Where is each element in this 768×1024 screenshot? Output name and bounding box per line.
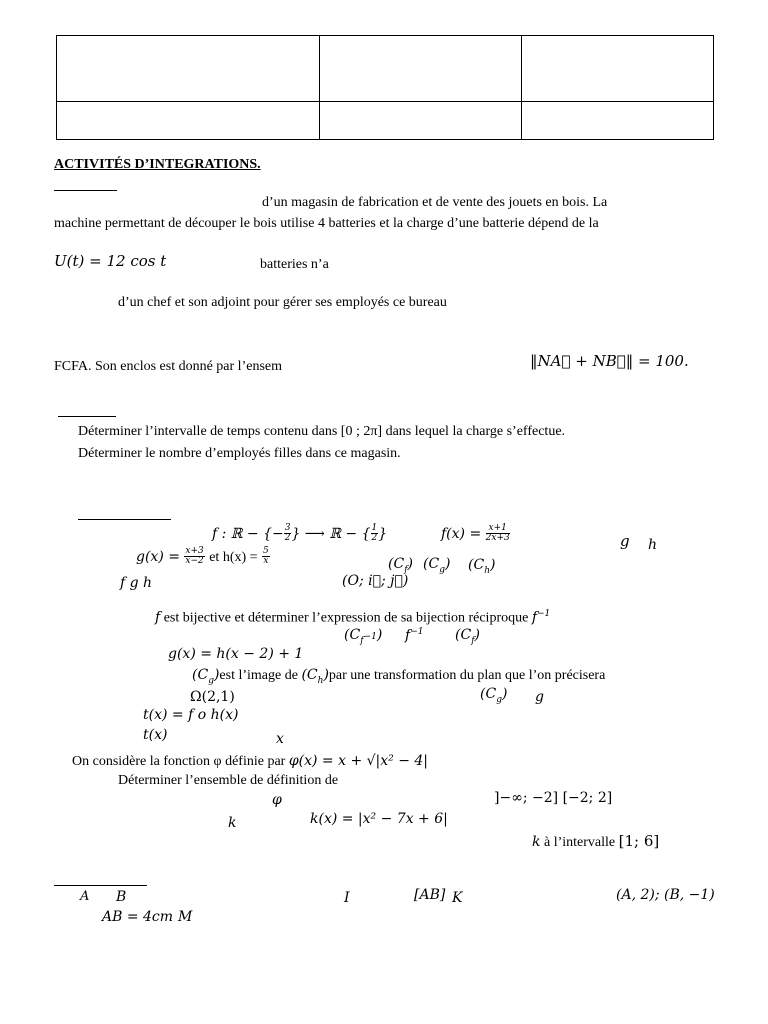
phi-text: On considère la fonction φ définie par [72, 754, 289, 769]
bijection-text: est bijective et déterminer l’expression de sa bijection réciproque [160, 610, 532, 626]
header-table [56, 35, 714, 140]
curve-sub: h [484, 565, 490, 576]
question-2: Déterminer le nombre d’employés filles dans ce magasin. [78, 446, 401, 461]
point-m: M [178, 909, 193, 925]
phi-formula: φ(x) = x + √|x² − 4| [288, 753, 429, 769]
curve-sup: −1 [363, 631, 377, 642]
table-cell [57, 102, 320, 140]
curve-ch2: $(C_h)$ [301, 667, 329, 686]
k-interval-text: à l’intervalle [540, 835, 619, 850]
fraction [262, 547, 270, 567]
image-line [192, 667, 605, 686]
transform-text: par une transformation du plan que l’on précisera [328, 668, 606, 683]
numerator: 1 [371, 523, 378, 533]
table-cell [57, 36, 320, 102]
definition-line: Déterminer l’ensemble de définition de [118, 773, 339, 788]
curve-cg2: $(C_g)$ [192, 667, 220, 686]
image-text: est l’image de [219, 668, 302, 683]
f-def-part: } ⟶ ℝ − { [291, 525, 371, 542]
h-symbol: h [648, 537, 658, 553]
k-interval-line [532, 833, 659, 851]
u-formula: U(t) = 12 cos t [54, 252, 167, 270]
k-formula: k(x) = |x² − 7x + 6| [310, 811, 448, 827]
interval: [1; 6] [618, 832, 660, 850]
underline-rule [78, 519, 171, 520]
denominator: x−2 [185, 556, 204, 567]
curve-sub: h [317, 675, 324, 686]
f-symbol: f [405, 627, 411, 644]
curve-c: (C [301, 667, 318, 683]
weighted-points: (A, 2); (B, −1) [616, 887, 715, 903]
curve-sub: g [439, 564, 445, 575]
k-symbol: k [228, 815, 237, 831]
hx-label: et h(x) = [209, 549, 258, 565]
fx-formula [441, 524, 510, 544]
section-heading: ACTIVITÉS D’INTEGRATIONS. [54, 157, 261, 172]
curve-c: (C [388, 556, 405, 572]
f-symbol: f [155, 609, 161, 626]
curve-cf2: $(C_f)$ [455, 627, 480, 646]
curve-c: (C [468, 557, 485, 573]
curve-cg: $(C_g)$ [423, 556, 451, 575]
g-symbol: g [535, 689, 544, 705]
g-symbol: g [620, 532, 630, 550]
curve-c: (C [423, 556, 440, 572]
curve-c: (C [344, 627, 361, 643]
numerator: x+1 [486, 524, 510, 534]
fraction [184, 547, 204, 567]
bijection-line [155, 609, 550, 627]
text-line: d’un chef et son adjoint pour gérer ses employés ce bureau [118, 295, 447, 310]
underline-rule [54, 190, 117, 191]
table-cell [522, 36, 714, 102]
underline-rule [54, 885, 147, 886]
point-k: K [452, 890, 463, 906]
curve-sub: f [404, 564, 408, 575]
norm-formula: ‖NA⃗ + NB⃗‖ = 100. [530, 352, 689, 370]
curve-sub: f [360, 635, 364, 646]
underline-rule [58, 416, 116, 417]
fgh-symbols: f g h [120, 575, 153, 591]
f-inverse [405, 627, 423, 644]
text-line: d’un magasin de fabrication et de vente des jouets en bois. La [262, 195, 608, 210]
ab-length: AB = 4cm [102, 909, 174, 925]
text-line: batteries n’a [260, 257, 329, 272]
curve-cf: $(C_f)$ [388, 556, 413, 575]
point-a: A [80, 889, 90, 904]
repere: (O; i⃗; j⃗) [342, 573, 409, 589]
table-cell [320, 36, 522, 102]
numerator: 5 [263, 546, 269, 556]
numerator: x+3 [185, 546, 204, 556]
question-1: Déterminer l’intervalle de temps contenu dans [0 ; 2π] dans lequel la charge s’effectue. [78, 424, 566, 439]
denominator: 2 [371, 533, 378, 544]
segment-ab: [AB] [414, 887, 446, 903]
curve-cf-inv: $(C_{f^{-1}})$ [344, 627, 383, 646]
g-relation: g(x) = h(x − 2) + 1 [168, 646, 304, 662]
f-def-part: } [378, 525, 388, 542]
curve-c: (C [480, 686, 497, 702]
k-symbol: k [532, 834, 541, 850]
denominator: 2 [284, 533, 291, 544]
curve-c: (C [455, 627, 472, 643]
t-formula: t(x) = f o h(x) [143, 707, 239, 723]
point-b: B [116, 889, 127, 905]
phi-line [72, 753, 428, 770]
phi-symbol: φ [272, 792, 282, 808]
t-symbol: t(x) [143, 727, 168, 743]
curve-sub: f [471, 635, 475, 646]
f-def-part: f : ℝ − {− [212, 525, 284, 542]
curve-sub: g [496, 694, 502, 705]
table-cell [320, 102, 522, 140]
curve-ch: $(C_h)$ [468, 557, 496, 576]
table-cell [522, 102, 714, 140]
f-definition [212, 524, 387, 544]
denominator: x [263, 556, 269, 567]
inverse-sup: −1 [410, 627, 424, 637]
curve-cg3: $(C_g)$ [480, 686, 508, 705]
gx-label: g(x) = [136, 548, 180, 565]
inverse-sup: −1 [537, 609, 551, 619]
x-symbol: x [276, 731, 284, 747]
f-symbol: f [531, 609, 538, 626]
fraction [486, 524, 510, 544]
curve-c: (C [192, 667, 209, 683]
numerator: 3 [284, 523, 291, 533]
point-i: I [344, 890, 350, 906]
curve-sub: g [208, 675, 214, 686]
gx-formula [136, 547, 270, 567]
text-line: FCFA. Son enclos est donné par l’ensem [54, 359, 282, 374]
intervals: ]−∞; −2] [−2; 2] [494, 790, 613, 806]
fx-label: f(x) = [441, 525, 482, 542]
omega-point: Ω(2,1) [190, 689, 235, 705]
text-line: machine permettant de découper le bois utilise 4 batteries et la charge d’une batterie dépend de la [54, 216, 599, 231]
denominator: 2x+3 [485, 533, 510, 544]
